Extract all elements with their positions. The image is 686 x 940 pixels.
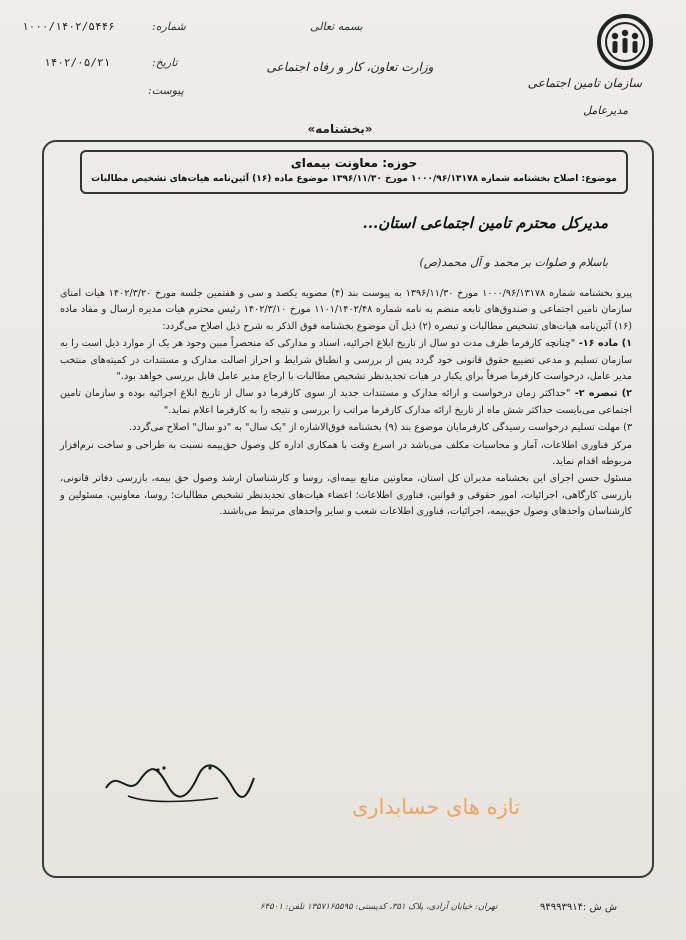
item-2 <box>60 386 632 419</box>
date-label: تاریخ: <box>152 56 178 69</box>
footer-address: تهران: خیابان آزادی، پلاک ۳۵۱، کدپستی: ۱۳۵۷۱۶۵۵۹۵ تلفن: ۶۴۵۰۱ <box>260 902 498 912</box>
item-2-text: "حداکثر زمان درخواست و ارائه مدارک و مستندات جدید از سوی کارفرما دو سال از تاریخ ابلاغ اجرائیه بوده و سازمان تامین اجتماعی می‌بایست حداکثر شش ماه از تاریخ ارائه مدارک کارفرما مراتب را بررسی و نتیجه را به کارفرما اعلام نماید." <box>60 388 632 416</box>
letter-body <box>60 286 632 522</box>
number-value: ۱۰۰۰/۱۴۰۲/۵۴۴۶ <box>22 20 115 33</box>
footer-code: ش ش :۹۴۹۹۳۹۱۴ <box>540 902 618 913</box>
bismillah-heading: بسمه تعالی <box>310 20 363 33</box>
subject-box <box>80 150 628 194</box>
department-name: مدیرعامل <box>583 104 628 117</box>
watermark-text: تازه های حسابداری <box>352 795 521 819</box>
attachment-label: پیوست: <box>148 84 184 97</box>
item-1 <box>60 336 632 385</box>
date-value: ۱۴۰۲/۰۵/۲۱ <box>44 56 111 69</box>
document-type-title: «بخشنامه» <box>307 122 373 136</box>
area-line: حوزه: معاونت بیمه‌ای <box>290 156 418 170</box>
organization-logo <box>586 12 664 82</box>
responsibility-paragraph: مسئول حسن اجرای این بخشنامه مدیران کل استان، معاونین منابع بیمه‌ای، روسا و کارشناسان ارشد وصول حق بیمه، بازرسی دفاتر قانونی، بازرسی کارگاهی، اجرائیات، امور حقوقی و قوانین، فناوری اطلاعات؛ اعضاء هیات‌های تجدیدنظر تشخیص مطالبات؛ روسا، معاونین، مسئولین و کارشناسان واحدهای وصول حق‌بیمه، اجرائیات، فناوری اطلاعات شعب و سایر واحدهای مرتبط می‌باشند. <box>60 473 632 518</box>
item-2-lead: ۲) تبصره ۲- <box>570 388 633 400</box>
subject-line: موضوع: اصلاح بخشنامه شماره ۱۰۰۰/۹۶/۱۳۱۷۸ مورخ ۱۳۹۶/۱۱/۳۰ موضوع ماده (۱۶) آئین‌نامه هیات‌های تشخیص مطالبات <box>91 174 617 184</box>
greeting: باسلام و صلوات بر محمد و آل محمد(ص) <box>419 256 608 269</box>
item-3: ۳) مهلت تسلیم درخواست رسیدگی کارفرمایان موضوع بند (۹) بخشنامه فوق‌الاشاره از "یک سال" به "دو سال" اصلاح می‌گردد. <box>129 422 632 434</box>
number-label: شماره: <box>152 20 186 33</box>
intro-paragraph: پیرو بخشنامه شماره ۱۰۰۰/۹۶/۱۳۱۷۸ مورخ ۱۳۹۶/۱۱/۳۰ به پیوست بند (۴) مصوبه یکصد و سی و هفتمین جلسه مورخ ۱۴۰۲/۳/۲۰ هیات امنای سازمان تامین اجتماعی و صندوق‌های تابعه منضم به نامه شماره ۱۱۰۱/۱۴۰۲/۴۸ مورخ ۱۴۰۲/۳/۱۰ رئیس محترم هیات مدیره ارسال و مفاد ماده (۱۶) آئین‌نامه هیات‌های تشخیص مطالبات و تبصره (۲) ذیل آن موضوع بخشنامه فوق الذکر به شرح ذیل اصلاح می‌گردد: <box>60 288 632 332</box>
it-paragraph: مرکز فناوری اطلاعات، آمار و محاسبات مکلف می‌باشد در اسرع وقت با همکاری اداره کل وصول حق‌بیمه نسبت به طراحی و ساخت نرم‌افزار مربوطه اقدام نماید. <box>60 439 632 468</box>
ministry-name: وزارت تعاون، کار و رفاه اجتماعی <box>266 60 434 74</box>
handwritten-signature <box>98 758 258 808</box>
organization-name: سازمان تامین اجتماعی <box>527 76 642 90</box>
item-1-lead: ۱) ماده ۱۶- <box>575 338 633 350</box>
item-1-text: "چنانچه کارفرما ظرف مدت دو سال از تاریخ ابلاغ اجرائیه، اسناد و مدارکی که منحصراً مبین وجود هر یک از موارد ذیل است را به سازمان تسلیم و مدعی تضییع حقوق قانونی خود گردد پس از بررسی و انطباق شرایط و احراز اصالت مدارک و مستندات در کمیته‌های منتخب مدیر عامل، درخواست کارفرما صرفاً برای یکبار در هیات تجدیدنظر تشخیص مطالبات با ارجاع مدیر عامل قابل بررسی خواهد بود." <box>60 338 632 383</box>
salutation: مدیرکل محترم تامین اجتماعی استان... <box>362 214 608 232</box>
